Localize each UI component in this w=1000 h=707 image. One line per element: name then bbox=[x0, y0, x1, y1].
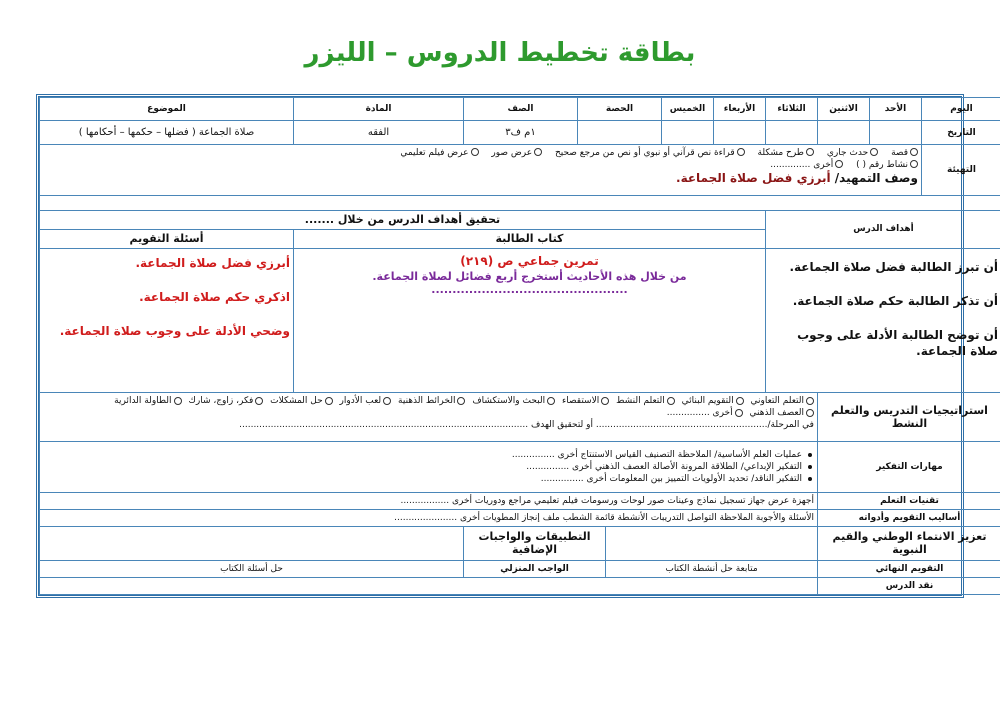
option-radio-icon[interactable] bbox=[534, 148, 542, 156]
option-radio-icon[interactable] bbox=[870, 148, 878, 156]
goals-list bbox=[766, 248, 1000, 392]
eval-label: أسئلة التقويم bbox=[40, 229, 294, 248]
option-radio-icon[interactable] bbox=[806, 148, 814, 156]
day-thursday: الخميس bbox=[662, 98, 714, 121]
day-wednesday: الأربعاء bbox=[714, 98, 766, 121]
thinking-line-text: التفكير الإبداعي/ الطلاقة المرونة الأصالة العصف الذهني أخرى ............... bbox=[526, 462, 802, 473]
thinking-line bbox=[43, 449, 814, 461]
strategy-option: التقويم البنائي bbox=[681, 396, 734, 407]
book-text: من خلال هذه الأحاديث أستخرج أربع فضائل لصلاة الجماعة. bbox=[372, 269, 687, 283]
assessment-options: الأسئلة والأجوبة الملاحظة التواصل التدريبات الأنشطة قائمة الشطب ملف إنجاز المطويات أخرى ...................... bbox=[40, 509, 818, 526]
day-tuesday: الثلاثاء bbox=[766, 98, 818, 121]
day-monday: الاثنين bbox=[818, 98, 870, 121]
intro-option: عرض صور bbox=[491, 147, 533, 158]
topic-label: الموضوع bbox=[40, 98, 294, 121]
date-cell bbox=[870, 121, 922, 144]
option-radio-icon[interactable] bbox=[835, 160, 843, 168]
intro-option: طرح مشكلة bbox=[757, 147, 804, 158]
class-label: الصف bbox=[464, 98, 578, 121]
assessment-label: أساليب التقويم وأدواته bbox=[818, 509, 1000, 526]
strategy-option: البحث والاستكشاف bbox=[472, 396, 546, 407]
strategy-option: العصف الذهني bbox=[749, 408, 804, 419]
strategy-option: الخرائط الذهنية bbox=[398, 396, 456, 407]
option-radio-icon[interactable] bbox=[910, 160, 918, 168]
option-radio-icon[interactable] bbox=[806, 409, 814, 417]
final-eval-value: متابعة حل أنشطة الكتاب bbox=[606, 560, 818, 577]
intro-option: قراءة نص قرآني أو نبوي أو نص من مرجع صحيح bbox=[554, 147, 735, 158]
option-radio-icon[interactable] bbox=[735, 409, 743, 417]
date-cell bbox=[714, 121, 766, 144]
book-label: كتاب الطالبة bbox=[294, 229, 766, 248]
intro-options-row2 bbox=[43, 159, 918, 171]
option-radio-icon[interactable] bbox=[457, 397, 465, 405]
option-radio-icon[interactable] bbox=[806, 397, 814, 405]
critique-value bbox=[40, 577, 818, 594]
strategy-option: الاستقصاء bbox=[561, 396, 600, 407]
option-radio-icon[interactable] bbox=[737, 148, 745, 156]
strategy-option: التعلم النشط bbox=[616, 396, 665, 407]
period-value bbox=[578, 121, 662, 144]
strategies-label: استراتيجيات التدريس والتعلم النشط bbox=[818, 393, 1000, 442]
bullet-icon bbox=[808, 477, 812, 481]
option-radio-icon[interactable] bbox=[547, 397, 555, 405]
critique-label: نقد الدرس bbox=[818, 577, 1000, 594]
date-cell bbox=[766, 121, 818, 144]
day-label: اليوم bbox=[922, 98, 1000, 121]
intro-option: حدث جاري bbox=[826, 147, 869, 158]
intro-option: عرض فيلم تعليمي bbox=[400, 147, 469, 158]
thinking-line-text: التفكير الناقد/ تحديد الأولويات التمييز بين المعلومات أخرى ............... bbox=[540, 474, 802, 485]
thinking-content bbox=[40, 442, 818, 493]
apps-label: التطبيقات والواجبات الإضافية bbox=[464, 526, 606, 560]
citizenship-label: تعزيز الانتماء الوطني والقيم النبوية bbox=[818, 526, 1000, 560]
goals-achievement-header: تحقيق أهداف الدرس من خلال ....... bbox=[40, 210, 766, 229]
eval-item: وضحي الأدلة على وجوب صلاة الجماعة. bbox=[59, 323, 290, 338]
subject-value: الفقه bbox=[294, 121, 464, 144]
spacer-row bbox=[40, 195, 1000, 210]
intro-option: نشاط رقم ( ) bbox=[856, 159, 908, 170]
strategy-option: لعب الأدوار bbox=[339, 396, 382, 407]
final-eval-label: التقويم النهائي bbox=[818, 560, 1000, 577]
strategies-content bbox=[40, 393, 818, 442]
class-value: ١م ف٣ bbox=[464, 121, 578, 144]
subject-label: المادة bbox=[294, 98, 464, 121]
lesson-plan-card bbox=[36, 94, 998, 598]
intro-options-row1 bbox=[43, 147, 918, 159]
book-content bbox=[294, 248, 766, 392]
thinking-line bbox=[43, 473, 814, 485]
book-dots: ............................................... bbox=[431, 282, 628, 296]
strategies-options bbox=[43, 395, 814, 407]
thinking-label: مهارات التفكير bbox=[818, 442, 1000, 493]
homework-value: حل أسئلة الكتاب bbox=[40, 560, 464, 577]
bullet-icon bbox=[808, 453, 812, 457]
strategy-option: الطاولة الدائرية bbox=[114, 396, 172, 407]
goal-item: أن توضح الطالبة الأدلة على وجوب صلاة الجماعة. bbox=[797, 327, 998, 358]
thinking-line-text: عمليات العلم الأساسية/ الملاحظة التصنيف القياس الاستنتاج أخرى ............... bbox=[511, 450, 802, 461]
option-radio-icon[interactable] bbox=[174, 397, 182, 405]
intro-option: قصة bbox=[891, 147, 908, 158]
intro-desc-label: وصف التمهيد/ bbox=[834, 170, 918, 185]
eval-list bbox=[40, 248, 294, 392]
strategy-option: التعلم التعاوني bbox=[750, 396, 804, 407]
option-radio-icon[interactable] bbox=[601, 397, 609, 405]
strategies-options-row2 bbox=[43, 407, 814, 419]
option-radio-icon[interactable] bbox=[910, 148, 918, 156]
strategies-stage: في المرحلة/............................................................ أو لتحقيق الهدف ..................................................................................................... bbox=[239, 420, 814, 431]
strategy-option: فكر، زاوج، شارك bbox=[188, 396, 254, 407]
date-label: التاريخ bbox=[922, 121, 1000, 144]
goals-label: أهداف الدرس bbox=[766, 210, 1000, 248]
option-radio-icon[interactable] bbox=[255, 397, 263, 405]
strategy-option: حل المشكلات bbox=[270, 396, 323, 407]
period-label: الحصة bbox=[578, 98, 662, 121]
intro-desc-value: أبرزي فضل صلاة الجماعة. bbox=[676, 170, 831, 185]
eval-item: اذكري حكم صلاة الجماعة. bbox=[139, 289, 290, 304]
intro-content bbox=[40, 144, 922, 195]
date-cell bbox=[818, 121, 870, 144]
thinking-line bbox=[43, 461, 814, 473]
option-radio-icon[interactable] bbox=[736, 397, 744, 405]
option-radio-icon[interactable] bbox=[667, 397, 675, 405]
book-exercise: تمرين جماعي ص (٢١٩) bbox=[460, 253, 599, 268]
homework-label: الواجب المنزلي bbox=[464, 560, 606, 577]
intro-description bbox=[43, 171, 918, 186]
intro-option: أخرى .............. bbox=[770, 159, 834, 170]
option-radio-icon[interactable] bbox=[383, 397, 391, 405]
day-sunday: الأحد bbox=[870, 98, 922, 121]
tech-label: تقنيات التعلم bbox=[818, 493, 1000, 510]
option-radio-icon[interactable] bbox=[471, 148, 479, 156]
option-radio-icon[interactable] bbox=[325, 397, 333, 405]
page-title: بطاقة تخطيط الدروس – الليزر bbox=[304, 38, 696, 68]
citizenship-value bbox=[606, 526, 818, 560]
goal-item: أن تذكر الطالبة حكم صلاة الجماعة. bbox=[792, 293, 998, 308]
eval-item: أبرزي فضل صلاة الجماعة. bbox=[135, 255, 290, 270]
apps-value bbox=[40, 526, 464, 560]
tech-options: أجهزة عرض جهاز تسجيل نماذج وعينات صور لوحات ورسومات فيلم تعليمي مراجع ودوريات أخرى ................. bbox=[40, 493, 818, 510]
intro-label: التهيئة bbox=[922, 144, 1000, 195]
topic-value: صلاة الجماعة ( فضلها – حكمها – أحكامها ) bbox=[40, 121, 294, 144]
goal-item: أن تبرز الطالبة فضل صلاة الجماعة. bbox=[789, 259, 998, 274]
lesson-plan-table bbox=[39, 97, 1000, 595]
strategy-option: أخرى ............... bbox=[666, 408, 733, 419]
date-cell bbox=[662, 121, 714, 144]
bullet-icon bbox=[808, 465, 812, 469]
